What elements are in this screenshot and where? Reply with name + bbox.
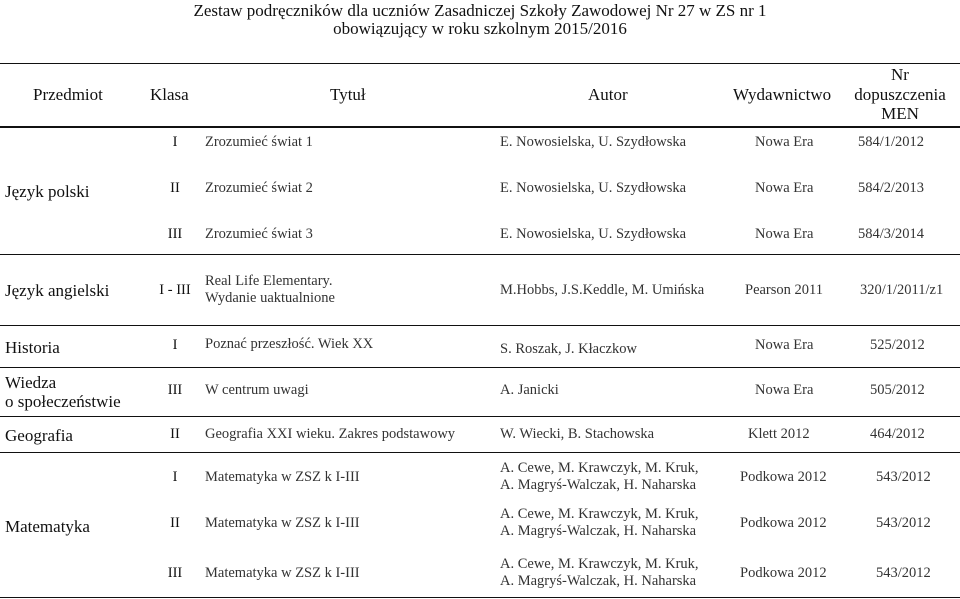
row-class: I [172,337,178,353]
row-publisher: Podkowa 2012 [740,469,827,485]
row-author-line-2: A. Magryś-Walczak, H. Naharska [500,523,697,539]
row-title: Matematyka w ZSZ k I-III [205,469,360,485]
row-publisher: Podkowa 2012 [740,565,827,581]
row-title: Matematyka w ZSZ k I-III [205,565,360,581]
row-class: I [172,469,178,485]
row-author: M.Hobbs, J.S.Keddle, M. Umińska [500,282,705,298]
row-title-line-1: Real Life Elementary. [205,273,333,289]
row-title: Zrozumieć świat 3 [205,226,313,242]
document-title-line-2: obowiązujący w roku szkolnym 2015/2016 [333,19,627,38]
header-approval-line-1: Nr [891,65,909,84]
row-class: I - III [159,282,191,298]
row-publisher: Pearson 2011 [745,282,823,298]
row-author: W. Wiecki, B. Stachowska [500,426,655,442]
row-title: Zrozumieć świat 1 [205,134,313,150]
row-approval: 525/2012 [870,337,925,353]
header-approval-line-2: dopuszczenia [854,85,946,104]
row-author: E. Nowosielska, U. Szydłowska [500,226,687,242]
row-class: I [172,134,178,150]
subject-geography: Geografia [5,426,73,445]
table-top-rule [0,63,960,64]
row-approval: 584/1/2012 [858,134,925,150]
row-approval: 584/2/2013 [858,180,925,196]
row-approval: 543/2012 [876,565,931,581]
row-title: Geografia XXI wieku. Zakres podstawowy [205,426,456,442]
row-author: S. Roszak, J. Kłaczkow [500,341,637,357]
header-approval-line-3: MEN [881,104,919,123]
subject-polish: Język polski [5,182,90,201]
row-publisher: Nowa Era [755,134,814,150]
document-title-line-1: Zestaw podręczników dla uczniów Zasadniczej Szkoły Zawodowej Nr 27 w ZS nr 1 [193,1,767,20]
subject-math: Matematyka [5,517,90,536]
row-divider-historia [0,367,960,368]
header-title: Tytuł [330,85,366,104]
row-class: II [170,180,180,196]
row-publisher: Klett 2012 [748,426,810,442]
header-author: Autor [588,85,628,104]
row-class: III [167,226,183,242]
row-divider-geografia [0,452,960,453]
row-class: II [170,426,180,442]
row-divider-angielski [0,325,960,326]
table-bottom-rule [0,597,960,598]
row-approval: 464/2012 [870,426,925,442]
subject-civics-line-2: o społeczeństwie [5,392,121,411]
row-approval: 543/2012 [876,515,931,531]
row-author-line-1: A. Cewe, M. Krawczyk, M. Kruk, [500,556,699,572]
row-publisher: Nowa Era [755,180,814,196]
header-subject: Przedmiot [33,85,103,104]
row-author-line-1: A. Cewe, M. Krawczyk, M. Kruk, [500,460,699,476]
row-approval: 320/1/2011/z1 [860,282,944,298]
row-approval: 543/2012 [876,469,931,485]
row-class: II [170,515,180,531]
row-divider-wos [0,416,960,417]
subject-civics-line-1: Wiedza [5,373,57,392]
row-author-line-2: A. Magryś-Walczak, H. Naharska [500,573,697,589]
subject-english: Język angielski [5,281,110,300]
row-author: E. Nowosielska, U. Szydłowska [500,134,687,150]
row-approval: 584/3/2014 [858,226,925,242]
row-approval: 505/2012 [870,382,925,398]
row-class: III [167,382,183,398]
row-publisher: Nowa Era [755,382,814,398]
row-publisher: Podkowa 2012 [740,515,827,531]
row-title: Matematyka w ZSZ k I-III [205,515,360,531]
row-author-line-2: A. Magryś-Walczak, H. Naharska [500,477,697,493]
row-title: W centrum uwagi [205,382,309,398]
row-author: A. Janicki [500,382,559,398]
row-title: Zrozumieć świat 2 [205,180,313,196]
row-author-line-1: A. Cewe, M. Krawczyk, M. Kruk, [500,506,699,522]
row-publisher: Nowa Era [755,337,814,353]
row-title: Poznać przeszłość. Wiek XX [205,336,374,352]
header-publisher: Wydawnictwo [733,85,832,104]
header-class: Klasa [150,85,189,104]
header-bottom-rule [0,126,960,128]
row-author: E. Nowosielska, U. Szydłowska [500,180,687,196]
row-publisher: Nowa Era [755,226,814,242]
row-title-line-2: Wydanie uaktualnione [205,290,335,306]
row-class: III [167,565,183,581]
subject-history: Historia [5,338,60,357]
row-divider-polski [0,254,960,255]
